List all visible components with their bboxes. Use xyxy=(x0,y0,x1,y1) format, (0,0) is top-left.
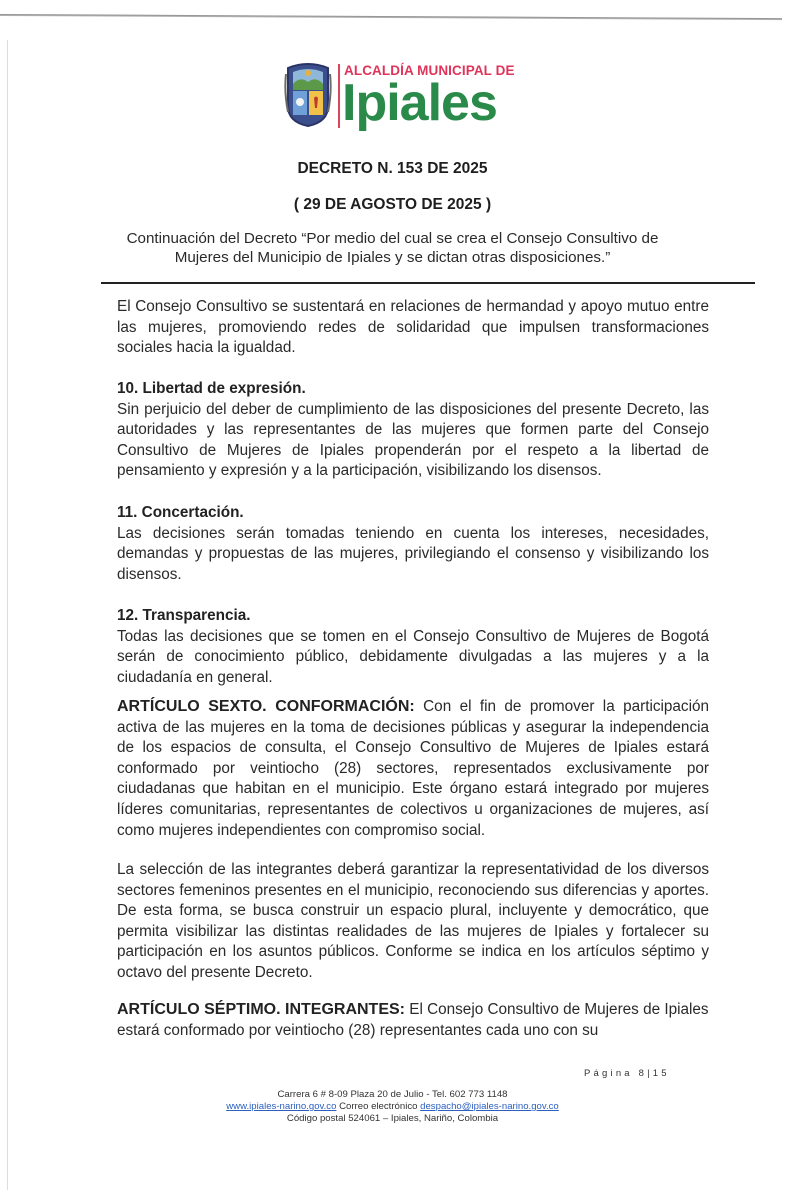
section-transparencia xyxy=(117,606,709,688)
section-text: Sin perjuicio del deber de cumplimiento de las disposiciones del presente Decreto, las autoridades y las representantes de las mujeres que formen parte del Consejo Consultivo de Mujeres de Ipiales propenderán por el respeto a la libertad de pensamiento y expresión y a la participación, visibilizando los disensos. xyxy=(117,400,709,480)
paragraph-seleccion xyxy=(117,860,709,984)
section-text: Todas las decisiones que se tomen en el Consejo Consultivo de Mujeres de Bogotá serán de conocimiento público, debidamente divulgadas a las mujeres y a la ciudadanía en general. xyxy=(117,627,709,686)
selection-text: La selección de las integrantes deberá garantizar la representatividad de los diversos sectores femeninos presentes en el municipio, reconociendo sus diferencias y aportes. De esta forma, se busca construir un espacio plural, incluyente y democrático, que permita visibilizar las distintas realidades de las mujeres de Ipiales y fortalecer su participación en los asuntos públicos. Conforme se indica en los artículos séptimo y octavo del presente Decreto. xyxy=(117,861,709,981)
logo-divider xyxy=(338,64,340,128)
decree-continuation xyxy=(0,229,785,267)
article-septimo xyxy=(117,1000,709,1041)
section-heading: 10. Libertad de expresión. xyxy=(117,380,306,397)
page-number: Página 8|15 xyxy=(584,1068,670,1079)
article-heading: ARTÍCULO SEXTO. CONFORMACIÓN: xyxy=(117,698,415,715)
article-text: El Consejo Consultivo de Mujeres de Ipiales estará conformado por veintiocho (28) representantes cada uno con su xyxy=(117,1001,709,1039)
section-heading: 12. Transparencia. xyxy=(117,607,251,624)
email-label: Correo electrónico xyxy=(336,1101,421,1112)
continuation-line-2: Mujeres del Municipio de Ipiales y se dictan otras disposiciones.” xyxy=(174,249,611,266)
intro-text: El Consejo Consultivo se sustentará en relaciones de hermandad y apoyo mutuo entre las mujeres, promoviendo redes de solidaridad que impulsen transformaciones sociales hacia la igualdad. xyxy=(117,298,709,357)
logo-text-alcaldia: ALCALDÍA MUNICIPAL DE xyxy=(344,63,515,78)
article-text: Con el fin de promover la participación activa de las mujeres en la toma de decisiones públicas y asegurar la independencia de los espacios de consulta, el Consejo Consultivo de Mujeres de Ipiales estará conformado por veintiocho (28) sectores, representados exclusivamente por ciudadanas que habitan en el municipio. Este órgano estará integrado por mujeres líderes comunitarias, representantes de colectivos u organizaciones de mujeres, así como mujeres independientes con compromiso social. xyxy=(117,698,709,839)
section-heading: 11. Concertación. xyxy=(117,504,244,521)
decree-date: ( 29 DE AGOSTO DE 2025 ) xyxy=(293,196,492,213)
intro-paragraph xyxy=(117,297,709,359)
header-separator xyxy=(101,282,755,284)
municipal-logo xyxy=(284,60,514,132)
logo-text-ipiales: Ipiales xyxy=(342,74,497,132)
article-heading: ARTÍCULO SÉPTIMO. INTEGRANTES: xyxy=(117,1001,405,1018)
footer-postal: Código postal 524061 – Ipiales, Nariño, Colombia xyxy=(286,1113,499,1124)
footer-contact xyxy=(0,1101,785,1113)
footer xyxy=(0,1089,785,1125)
footer-address: Carrera 6 # 8-09 Plaza 20 de Julio - Tel. 602 773 1148 xyxy=(277,1089,508,1100)
article-sexto xyxy=(117,697,709,841)
coat-of-arms-icon xyxy=(284,62,332,128)
section-libertad-expresion xyxy=(117,379,709,482)
scan-edge-top xyxy=(0,14,782,20)
section-concertacion xyxy=(117,503,709,585)
email-link[interactable]: despacho@ipiales-narino.gov.co xyxy=(420,1101,559,1112)
continuation-line-1: Continuación del Decreto “Por medio del cual se crea el Consejo Consultivo de xyxy=(126,230,659,247)
website-link[interactable]: www.ipiales-narino.gov.co xyxy=(226,1101,337,1112)
decree-title: DECRETO N. 153 DE 2025 xyxy=(297,160,488,177)
section-text: Las decisiones serán tomadas teniendo en cuenta los intereses, necesidades, demandas y propuestas de las mujeres, privilegiando el consenso y visibilizando los disensos. xyxy=(117,524,709,583)
